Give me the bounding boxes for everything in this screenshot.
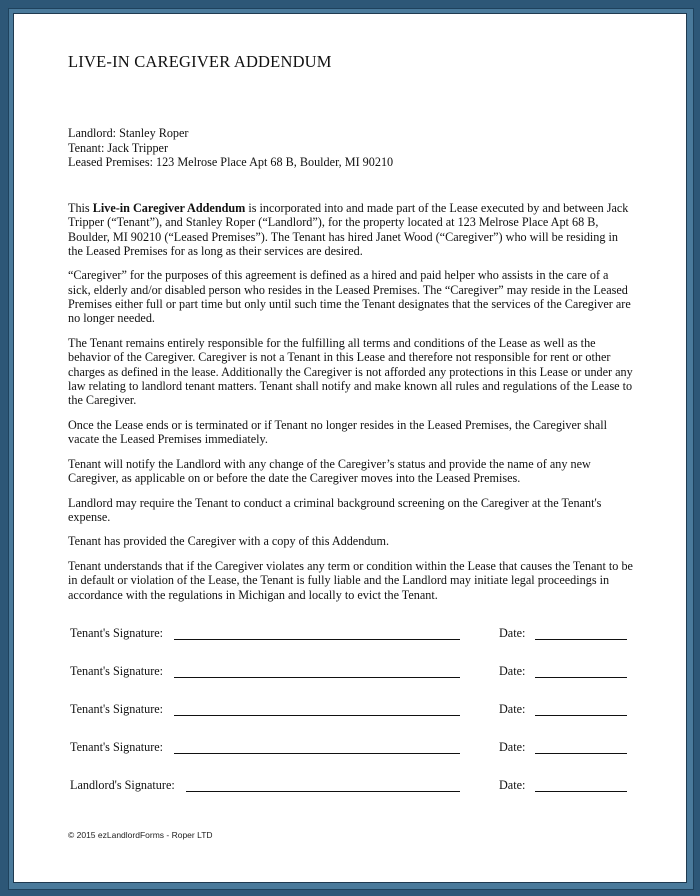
copyright-footer: © 2015 ezLandlordForms - Roper LTD [68, 830, 213, 840]
document-title: LIVE-IN CAREGIVER ADDENDUM [68, 52, 332, 71]
premises-line: Leased Premises: 123 Melrose Place Apt 68 B, Boulder, MI 90210 [68, 155, 394, 169]
paragraph-tenant-responsibility: The Tenant remains entirely responsible for the fulfilling all terms and conditions of the Lease as well as the behavior of the Caregiver. Caregiver is not a Tenant in this Lease and therefore not responsible for rent or other charges as defined in the lease. Additionally the Caregiver is not afforded any protections in this Lease or under any law relating to landlord tenant matters. Tenant shall notify and make known all rules and regulations of the Lease to the Caregiver. [68, 335, 633, 408]
date-label: Date: [499, 664, 526, 678]
signature-line[interactable] [186, 791, 460, 792]
paragraph-status-change: Tenant will notify the Landlord with any change of the Caregiver’s status and provide the name of any new Caregiver, as applicable on or before the date the Caregiver moves into the Leased Premises. [68, 456, 591, 485]
date-label: Date: [499, 626, 526, 640]
paragraph-default-liability: Tenant understands that if the Caregiver violates any term or condition within the Lease that causes the Tenant to be in default or violation of the Lease, the Tenant is fully liable and the Landlord may initiate legal proceedings in accordance with the regulations in Michigan and locally to evict the Tenant. [68, 559, 633, 602]
signature-label: Tenant's Signature: [70, 740, 164, 754]
tenant-line: Tenant: Jack Tripper [68, 140, 169, 155]
paragraph-intro [68, 201, 634, 258]
paragraph-background-screening: Landlord may require the Tenant to conduct a criminal background screening on the Caregiver at the Tenant's expense. [68, 495, 602, 524]
document-page [14, 14, 686, 882]
signature-line[interactable] [174, 753, 460, 754]
signature-row [70, 778, 630, 794]
date-label: Date: [499, 778, 526, 792]
signature-row [70, 740, 630, 756]
parties-block [68, 126, 393, 170]
date-line[interactable] [535, 677, 627, 678]
addendum-name: Live-in Caregiver Addendum [92, 201, 246, 215]
paragraph-lease-end: Once the Lease ends or is terminated or if Tenant no longer resides in the Leased Premises, the Caregiver shall vacate the Leased Premises immediately. [68, 417, 608, 447]
paragraph-caregiver-definition: “Caregiver” for the purposes of this agreement is defined as a hired and paid helper who assists in the care of a sick, elderly and/or disabled person who resides in the Leased Premises. The “Caregiver” may reside in the Leased Premises either full or part time but only until such time the Tenant designates that the services of the Caregiver are no longer needed. [68, 268, 631, 326]
signature-label: Tenant's Signature: [70, 626, 164, 640]
date-line[interactable] [535, 639, 627, 640]
signature-label: Landlord's Signature: [70, 778, 175, 792]
signature-row [70, 626, 630, 642]
signature-row [70, 702, 630, 718]
signature-line[interactable] [174, 715, 460, 716]
date-line[interactable] [535, 715, 627, 716]
intro-text-rest: is incorporated into and made part of the Lease executed by and between Jack Tripper (“Tenant”), and Stanley Roper (“Landlord”), for the property located at 123 Melrose Place Apt 68 B, Boulder, MI 90210 (“Leased Premises”). The Tenant has hired Janet Wood (“Caregiver”) who will be residing in the Leased Premises for as long as their services are desired. [68, 201, 629, 258]
signature-line[interactable] [174, 677, 460, 678]
signature-row [70, 664, 630, 680]
landlord-line: Landlord: Stanley Roper [68, 126, 189, 140]
date-label: Date: [499, 740, 526, 754]
date-label: Date: [499, 702, 526, 716]
paragraph-copy-provided: Tenant has provided the Caregiver with a copy of this Addendum. [68, 534, 390, 549]
signature-line[interactable] [174, 639, 460, 640]
date-line[interactable] [535, 791, 627, 792]
date-line[interactable] [535, 753, 627, 754]
intro-text-start: This [68, 201, 93, 215]
signature-label: Tenant's Signature: [70, 702, 164, 716]
signature-label: Tenant's Signature: [70, 664, 164, 678]
addendum-body [68, 201, 634, 612]
